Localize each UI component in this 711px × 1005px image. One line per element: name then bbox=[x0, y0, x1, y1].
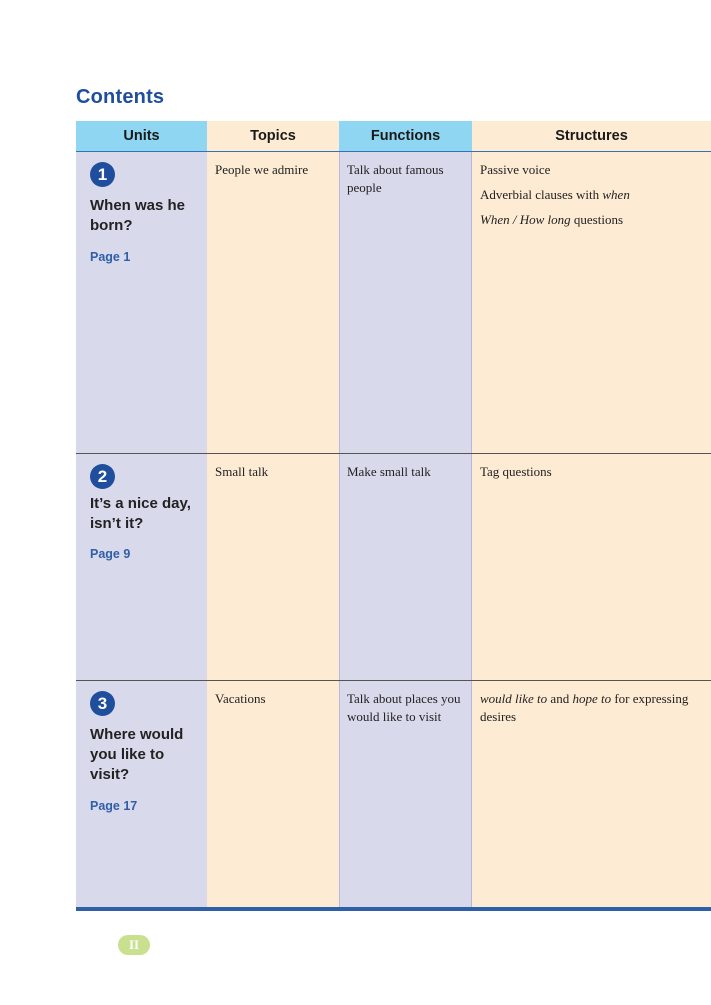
function-cell: Talk about places you would like to visit bbox=[347, 691, 461, 724]
header-units: Units bbox=[76, 121, 207, 151]
structures-column bbox=[472, 121, 711, 908]
table-bottom-rule bbox=[76, 907, 711, 911]
unit-page-link[interactable]: Page 17 bbox=[90, 799, 138, 813]
functions-column bbox=[339, 121, 472, 908]
structure-item: Adverbial clauses with when bbox=[480, 187, 630, 202]
topics-column bbox=[207, 121, 339, 908]
header-functions: Functions bbox=[339, 121, 472, 151]
structure-item: Tag questions bbox=[480, 464, 552, 479]
unit-number-badge: 1 bbox=[90, 162, 115, 187]
structure-item: When / How long questions bbox=[480, 212, 624, 227]
page-number-badge: II bbox=[118, 935, 150, 955]
unit-title: When was he born? bbox=[90, 197, 186, 234]
unit-number-badge: 3 bbox=[90, 691, 115, 716]
topic-cell: People we admire bbox=[215, 162, 309, 177]
topic-cell: Small talk bbox=[215, 464, 269, 479]
row-divider bbox=[76, 680, 711, 681]
unit-title: It’s a nice day, isn’t it? bbox=[90, 495, 191, 532]
topic-cell: Vacations bbox=[215, 691, 266, 706]
contents-table bbox=[76, 121, 711, 908]
structures-cell bbox=[480, 463, 705, 488]
header-topics: Topics bbox=[207, 121, 339, 151]
function-cell: Make small talk bbox=[347, 464, 431, 479]
structures-cell bbox=[480, 161, 705, 236]
unit-page-link[interactable]: Page 9 bbox=[90, 547, 131, 561]
function-cell: Talk about famous people bbox=[347, 162, 444, 195]
structure-item: Passive voice bbox=[480, 162, 551, 177]
structure-item: would like to and hope to for expressing desires bbox=[480, 691, 689, 724]
header-structures: Structures bbox=[472, 121, 711, 151]
table-header bbox=[76, 121, 711, 152]
unit-title: Where would you like to visit? bbox=[90, 726, 184, 783]
page-title: Contents bbox=[76, 86, 165, 108]
unit-number-badge: 2 bbox=[90, 464, 115, 489]
unit-page-link[interactable]: Page 1 bbox=[90, 250, 131, 264]
structures-cell bbox=[480, 690, 705, 733]
row-divider bbox=[76, 453, 711, 454]
